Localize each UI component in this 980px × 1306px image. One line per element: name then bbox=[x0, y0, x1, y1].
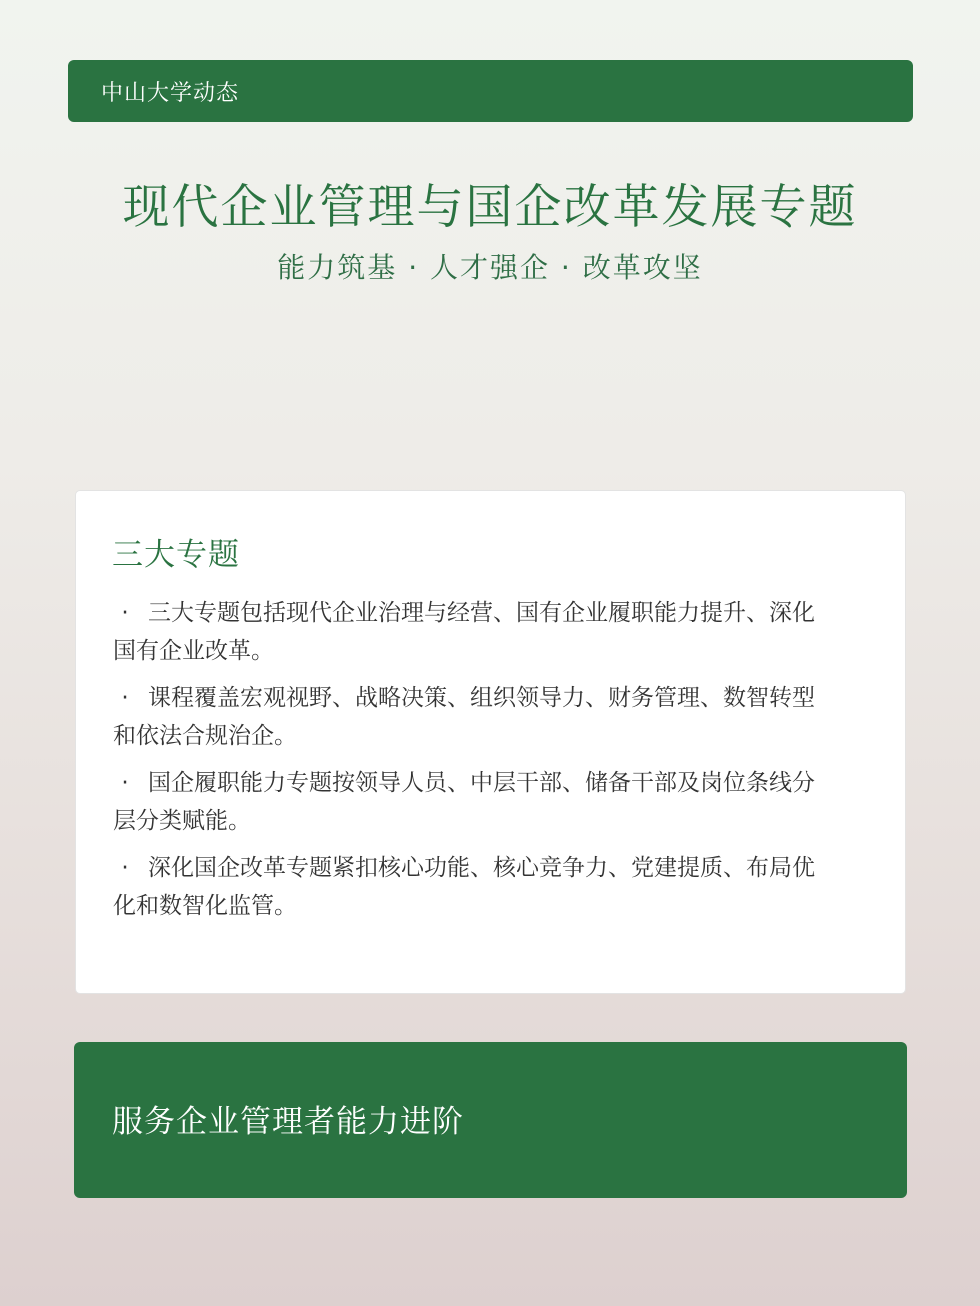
list-item-text: 国企履职能力专题按领导人员、中层干部、储备干部及岗位条线分层分类赋能。 bbox=[113, 770, 815, 834]
bullet-dot-icon: · bbox=[121, 770, 129, 796]
bullet-dot-icon: · bbox=[121, 600, 129, 626]
page-title: 现代企业管理与国企改革发展专题 bbox=[122, 180, 858, 235]
list-item-text: 三大专题包括现代企业治理与经营、国有企业履职能力提升、深化国有企业改革。 bbox=[113, 600, 815, 664]
list-item bbox=[113, 679, 833, 755]
list-item bbox=[113, 594, 833, 670]
topics-card bbox=[75, 490, 906, 994]
list-item-text: 深化国企改革专题紧扣核心功能、核心竞争力、党建提质、布局优化和数智化监管。 bbox=[113, 855, 815, 919]
page-subtitle: 能力筑基 · 人才强企 · 改革攻坚 bbox=[277, 251, 703, 284]
top-banner bbox=[68, 60, 913, 122]
list-item-text: 课程覆盖宏观视野、战略决策、组织领导力、财务管理、数智转型和依法合规治企。 bbox=[113, 685, 815, 749]
bullet-dot-icon: · bbox=[121, 685, 129, 711]
topics-list bbox=[113, 594, 833, 934]
bullet-dot-icon: · bbox=[121, 855, 129, 881]
list-item bbox=[113, 849, 833, 925]
card-heading: 三大专题 bbox=[112, 537, 240, 573]
footer-banner-text: 服务企业管理者能力进阶 bbox=[112, 1103, 464, 1140]
list-item bbox=[113, 764, 833, 840]
footer-banner bbox=[74, 1042, 907, 1198]
banner-label: 中山大学动态 bbox=[101, 80, 240, 106]
